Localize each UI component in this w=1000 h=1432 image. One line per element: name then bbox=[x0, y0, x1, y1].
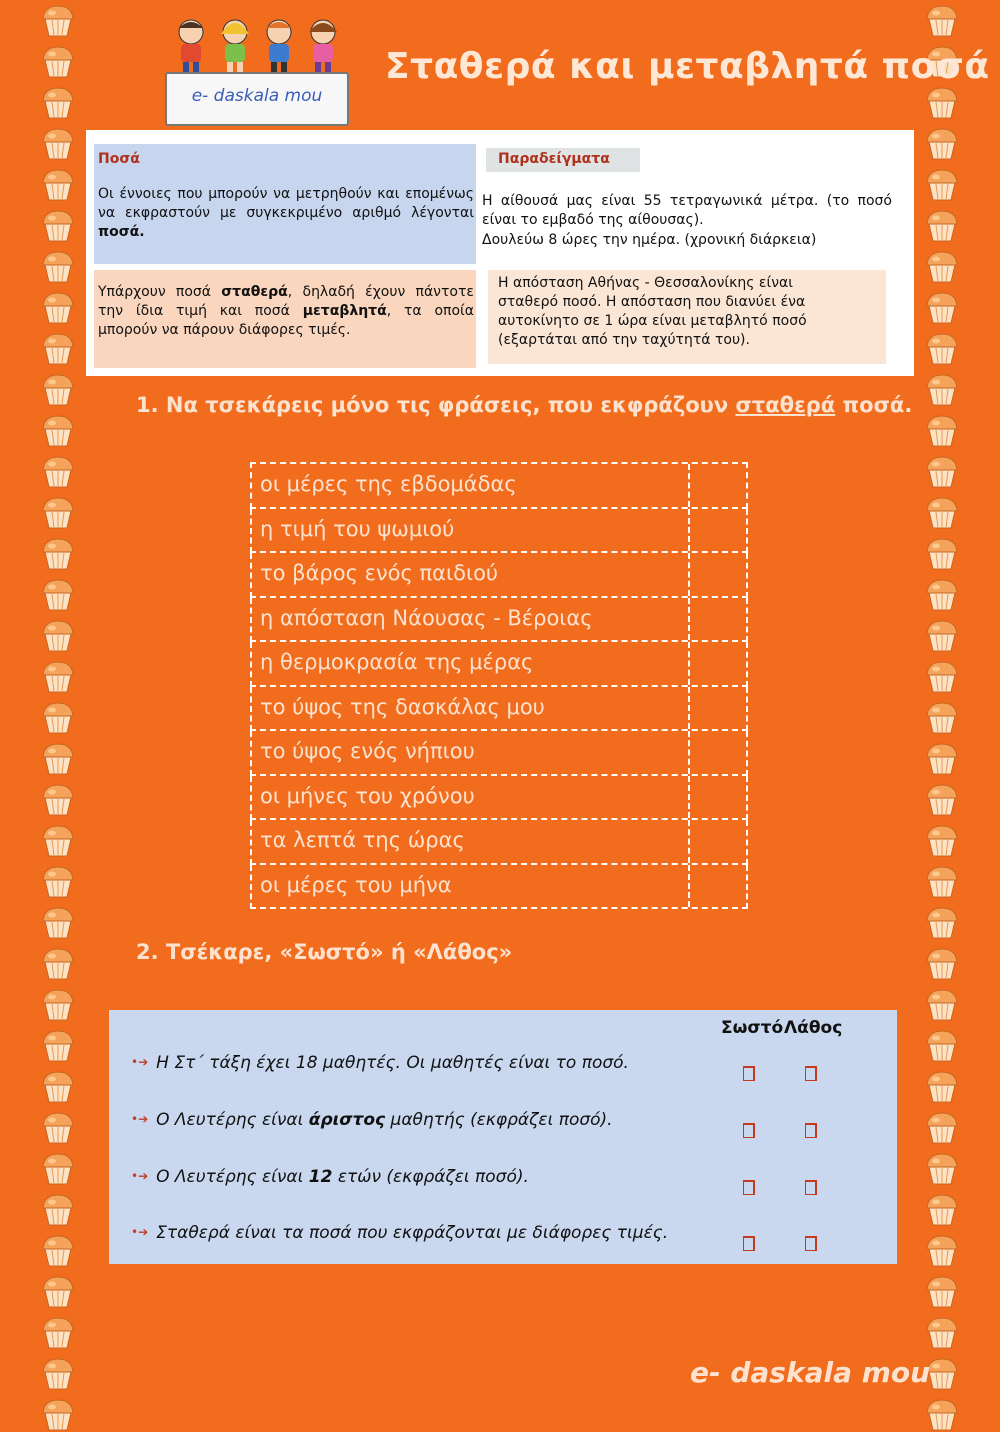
cupcake-icon bbox=[924, 1316, 960, 1350]
tf-text: Σταθερά είναι τα ποσά που εκφράζονται με διάφορες τιμές. bbox=[156, 1223, 669, 1243]
check-cell[interactable] bbox=[688, 598, 746, 641]
cupcake-icon bbox=[40, 578, 76, 612]
cupcake-icon bbox=[924, 988, 960, 1022]
statement: οι μέρες του μήνα bbox=[260, 872, 452, 897]
posa-definition bbox=[98, 185, 474, 242]
cupcake-icon bbox=[40, 906, 76, 940]
table-row bbox=[250, 687, 748, 732]
exercise-2-title: 2. Τσέκαρε, «Σωστό» ή «Λάθος» bbox=[136, 940, 513, 964]
statement: το βάρος ενός παιδιού bbox=[260, 561, 499, 585]
page-title: Σταθερά και μεταβλητά ποσά bbox=[385, 46, 990, 87]
cupcake-icon bbox=[40, 455, 76, 489]
cupcake-icon bbox=[40, 865, 76, 899]
wrong-column-header: Λάθος bbox=[784, 1018, 843, 1038]
cupcake-icon bbox=[40, 45, 76, 79]
cupcake-icon bbox=[40, 660, 76, 694]
cupcake-icon bbox=[40, 1357, 76, 1391]
tf-statement-3 bbox=[131, 1167, 529, 1187]
table-row bbox=[250, 642, 748, 687]
cupcake-icon bbox=[924, 578, 960, 612]
examples-heading: Παραδείγματα bbox=[498, 151, 610, 167]
cupcake-icon bbox=[40, 1111, 76, 1145]
left-cupcake-border bbox=[36, 0, 80, 1413]
cupcake-icon bbox=[40, 1070, 76, 1104]
kid-figure-icon bbox=[301, 16, 345, 78]
table-row bbox=[250, 820, 748, 865]
arrow-bullet-icon: •➔ bbox=[131, 1225, 149, 1239]
cupcake-icon bbox=[924, 291, 960, 325]
logo-text: e- daskala mou bbox=[191, 86, 323, 106]
cupcake-icon bbox=[924, 660, 960, 694]
arrow-bullet-icon: •➔ bbox=[131, 1112, 149, 1126]
cupcake-icon bbox=[40, 1398, 76, 1432]
kid-figure-icon bbox=[213, 16, 257, 78]
cupcake-icon bbox=[40, 332, 76, 366]
table-row bbox=[250, 731, 748, 776]
check-cell[interactable] bbox=[688, 687, 746, 730]
example-3: Η απόσταση Αθήνας - Θεσσαλονίκης είναι σταθερό ποσό. Η απόσταση που διανύει ένα αυτοκίνητο σε 1 ώρα είναι μεταβλητό ποσό (εξαρτάται από την ταχύτητά του). bbox=[498, 275, 807, 348]
correct-column-header: Σωστό bbox=[721, 1018, 784, 1038]
cupcake-icon bbox=[40, 250, 76, 284]
cupcake-icon bbox=[924, 1193, 960, 1227]
kid-figure-icon bbox=[257, 16, 301, 78]
tf-bold: άριστος bbox=[308, 1110, 386, 1130]
correct-checkbox[interactable] bbox=[743, 1066, 755, 1081]
cupcake-icon bbox=[40, 537, 76, 571]
cupcake-icon bbox=[40, 742, 76, 776]
cupcake-icon bbox=[924, 947, 960, 981]
wrong-checkbox[interactable] bbox=[805, 1123, 817, 1138]
cupcake-icon bbox=[924, 1029, 960, 1063]
check-cell[interactable] bbox=[688, 865, 746, 908]
types-text-2: , δηλαδή έχουν πάντοτε την ίδια τιμή και ποσά bbox=[98, 284, 474, 319]
cupcake-icon bbox=[924, 1111, 960, 1145]
cupcake-icon bbox=[924, 1234, 960, 1268]
logo bbox=[163, 14, 351, 126]
types-bold-1: σταθερά bbox=[221, 284, 288, 300]
posa-definition-text: Οι έννοιες που μπορούν να μετρηθούν και επομένως να εκφραστούν με συγκεκριμένο αριθμό λέγονται bbox=[98, 186, 474, 221]
table-row bbox=[250, 509, 748, 554]
exercise-1-prefix: 1. Να τσεκάρεις μόνο τις φράσεις, που εκφράζουν bbox=[136, 393, 736, 417]
cupcake-icon bbox=[40, 168, 76, 202]
exercise-1-table bbox=[250, 462, 748, 909]
cupcake-icon bbox=[924, 1398, 960, 1432]
types-text-3: , τα οποία μπορούν να πάρουν διάφορες τιμές. bbox=[98, 303, 474, 338]
cupcake-icon bbox=[924, 906, 960, 940]
table-row bbox=[250, 553, 748, 598]
table-row bbox=[250, 462, 748, 509]
types-bold-2: μεταβλητά bbox=[302, 303, 387, 319]
posa-heading: Ποσά bbox=[98, 151, 140, 167]
cupcake-icon bbox=[40, 209, 76, 243]
table-row bbox=[250, 865, 748, 910]
cupcake-icon bbox=[924, 373, 960, 407]
cupcake-icon bbox=[924, 1275, 960, 1309]
cupcake-icon bbox=[924, 496, 960, 530]
cupcake-icon bbox=[924, 742, 960, 776]
statement: οι μήνες του χρόνου bbox=[260, 783, 475, 808]
statement: η απόσταση Νάουσας - Βέροιας bbox=[260, 605, 593, 630]
cupcake-icon bbox=[40, 1152, 76, 1186]
cupcake-icon bbox=[40, 1234, 76, 1268]
cupcake-icon bbox=[924, 783, 960, 817]
cupcake-icon bbox=[924, 332, 960, 366]
statement: η τιμή του ψωμιού bbox=[260, 516, 455, 541]
example-1: Η αίθουσά μας είναι 55 τετραγωνικά μέτρα. (το ποσό είναι το εμβαδό της αίθουσας). bbox=[482, 193, 892, 228]
footer-signature: e- daskala mou bbox=[690, 1356, 931, 1389]
right-cupcake-border bbox=[920, 0, 964, 1413]
statement: η θερμοκρασία της μέρας bbox=[260, 650, 534, 674]
cupcake-icon bbox=[40, 373, 76, 407]
cupcake-icon bbox=[40, 619, 76, 653]
check-cell[interactable] bbox=[688, 509, 746, 552]
cupcake-icon bbox=[924, 865, 960, 899]
types-text bbox=[98, 283, 474, 340]
correct-checkbox[interactable] bbox=[743, 1236, 755, 1251]
cupcake-icon bbox=[924, 86, 960, 120]
posa-bold: ποσά. bbox=[98, 224, 145, 240]
cupcake-icon bbox=[924, 209, 960, 243]
statement: οι μέρες της εβδομάδας bbox=[260, 472, 517, 496]
types-text-1: Υπάρχουν ποσά bbox=[98, 284, 212, 300]
tf-text-end: μαθητής (εκφράζει ποσό). bbox=[385, 1110, 613, 1130]
cupcake-icon bbox=[40, 783, 76, 817]
tf-statement-4 bbox=[131, 1223, 668, 1243]
cupcake-icon bbox=[924, 455, 960, 489]
cupcake-icon bbox=[40, 988, 76, 1022]
cupcake-icon bbox=[40, 496, 76, 530]
cupcake-icon bbox=[924, 414, 960, 448]
arrow-bullet-icon: •➔ bbox=[131, 1169, 149, 1183]
cupcake-icon bbox=[924, 701, 960, 735]
check-cell[interactable] bbox=[688, 731, 746, 774]
exercise-1-suffix: ποσά. bbox=[835, 393, 913, 417]
cupcake-icon bbox=[40, 127, 76, 161]
cupcake-icon bbox=[924, 824, 960, 858]
cupcake-icon bbox=[40, 1193, 76, 1227]
exercise-1-underlined: σταθερά bbox=[735, 393, 836, 417]
cupcake-icon bbox=[924, 250, 960, 284]
wrong-checkbox[interactable] bbox=[805, 1180, 817, 1195]
tf-bold: 12 bbox=[308, 1167, 333, 1187]
cupcake-icon bbox=[40, 701, 76, 735]
cupcake-icon bbox=[40, 291, 76, 325]
check-cell[interactable] bbox=[688, 820, 746, 863]
cupcake-icon bbox=[40, 414, 76, 448]
check-cell[interactable] bbox=[688, 464, 746, 507]
cupcake-icon bbox=[40, 824, 76, 858]
cupcake-icon bbox=[924, 127, 960, 161]
cupcake-icon bbox=[40, 1316, 76, 1350]
check-cell[interactable] bbox=[688, 776, 746, 819]
cupcake-icon bbox=[924, 1152, 960, 1186]
logo-board bbox=[165, 72, 349, 126]
cupcake-icon bbox=[40, 4, 76, 38]
arrow-bullet-icon: •➔ bbox=[131, 1055, 149, 1069]
cupcake-icon bbox=[40, 1029, 76, 1063]
kid-figure-icon bbox=[169, 16, 213, 78]
cupcake-icon bbox=[924, 619, 960, 653]
cupcake-icon bbox=[924, 537, 960, 571]
check-cell[interactable] bbox=[688, 642, 746, 685]
cupcake-icon bbox=[924, 168, 960, 202]
correct-checkbox[interactable] bbox=[743, 1180, 755, 1195]
cupcake-icon bbox=[40, 947, 76, 981]
cupcake-icon bbox=[924, 1070, 960, 1104]
wrong-checkbox[interactable] bbox=[805, 1236, 817, 1251]
example-2: Δουλεύω 8 ώρες την ημέρα. (χρονική διάρκεια) bbox=[482, 232, 817, 248]
table-row bbox=[250, 776, 748, 821]
tf-statement-2 bbox=[131, 1110, 613, 1130]
check-cell[interactable] bbox=[688, 553, 746, 596]
table-row bbox=[250, 598, 748, 643]
tf-statement-1 bbox=[131, 1053, 629, 1073]
cupcake-icon bbox=[40, 86, 76, 120]
theory-panel bbox=[86, 130, 914, 376]
correct-checkbox[interactable] bbox=[743, 1123, 755, 1138]
wrong-checkbox[interactable] bbox=[805, 1066, 817, 1081]
true-false-panel bbox=[109, 1010, 897, 1264]
tf-text-end: ετών (εκφράζει ποσό). bbox=[332, 1167, 529, 1187]
statement: τα λεπτά της ώρας bbox=[260, 828, 465, 852]
tf-text: Ο Λευτέρης είναι bbox=[156, 1110, 309, 1130]
tf-text: Η Στ΄ τάξη έχει 18 μαθητές. Οι μαθητές είναι το ποσό. bbox=[156, 1053, 629, 1073]
statement: το ύψος της δασκάλας μου bbox=[260, 694, 545, 719]
cupcake-icon bbox=[40, 1275, 76, 1309]
statement: το ύψος ενός νήπιου bbox=[260, 739, 475, 763]
cupcake-icon bbox=[924, 4, 960, 38]
exercise-1-title bbox=[136, 393, 912, 417]
tf-text: Ο Λευτέρης είναι bbox=[156, 1167, 309, 1187]
